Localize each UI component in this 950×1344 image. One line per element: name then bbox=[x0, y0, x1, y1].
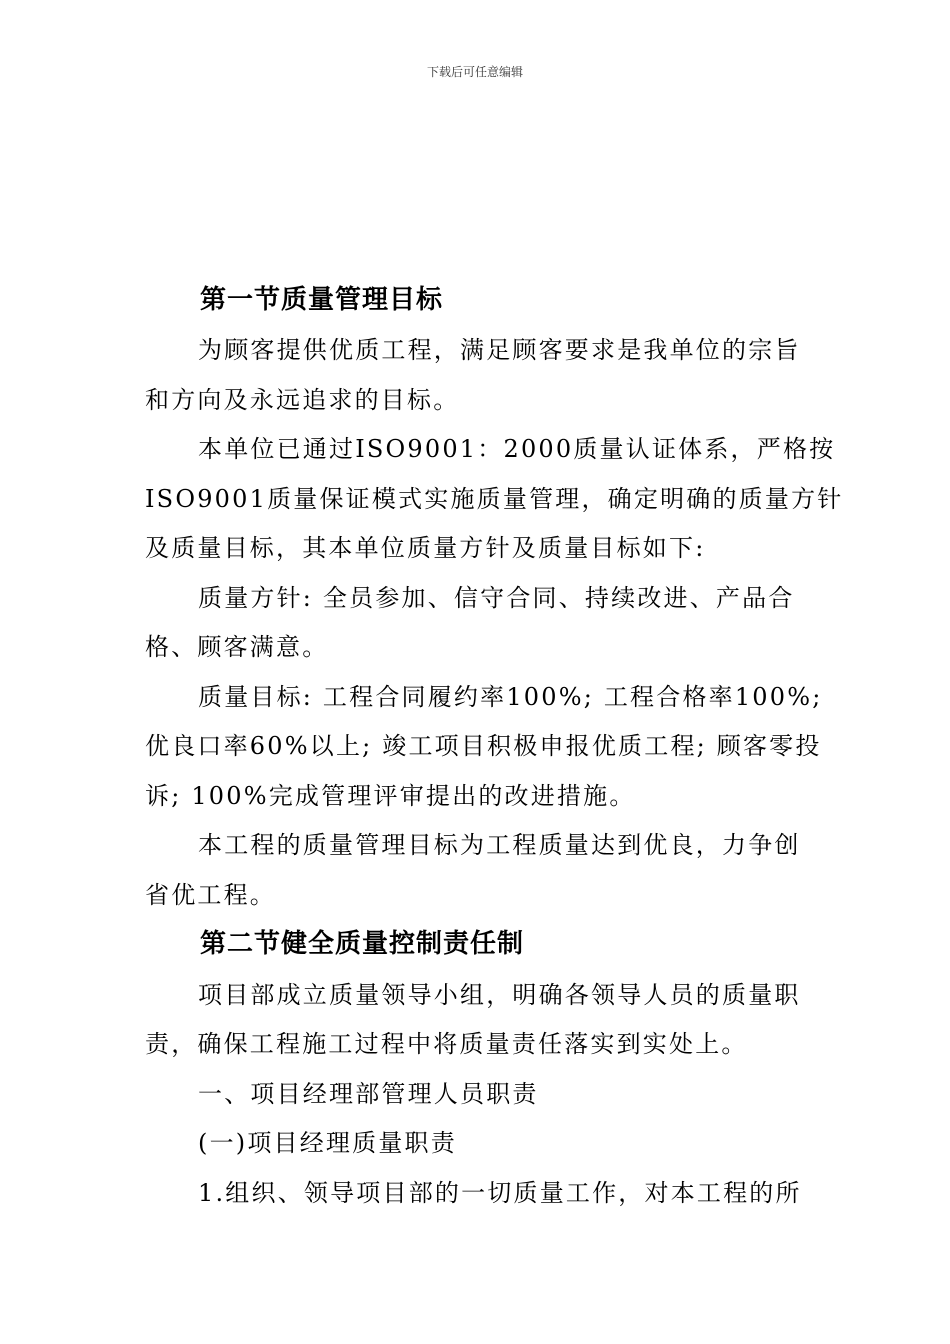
paragraph-line: 质量方针: 全员参加、信守合同、持续改进、产品合 bbox=[198, 584, 795, 612]
subheading-line: (一)项目经理质量职责 bbox=[198, 1129, 457, 1157]
paragraph-line: 项目部成立质量领导小组，明确各领导人员的质量职 bbox=[198, 981, 801, 1009]
paragraph-line: 本单位已通过ISO9001：2000质量认证体系，严格按 bbox=[198, 435, 836, 463]
paragraph-line: 及质量目标，其本单位质量方针及质量目标如下: bbox=[145, 534, 706, 562]
page-header-note: 下载后可任意编辑 bbox=[426, 65, 523, 79]
subheading-line: 一、项目经理部管理人员职责 bbox=[198, 1080, 539, 1108]
paragraph-line: 责，确保工程施工过程中将质量责任落实到实处上。 bbox=[145, 1030, 748, 1058]
paragraph-line: 本工程的质量管理目标为工程质量达到优良，力争创 bbox=[198, 831, 801, 859]
paragraph-line: 优良口率60%以上; 竣工项目积极申报优质工程; 顾客零投 bbox=[145, 732, 822, 760]
paragraph-line: 1.组织、领导项目部的一切质量工作，对本工程的所 bbox=[198, 1179, 802, 1207]
paragraph-line: 格、顾客满意。 bbox=[145, 633, 329, 661]
paragraph-line: ISO9001质量保证模式实施质量管理，确定明确的质量方针 bbox=[145, 485, 844, 513]
section-1-heading: 第一节质量管理目标 bbox=[200, 285, 444, 315]
paragraph-line: 为顾客提供优质工程，满足顾客要求是我单位的宗旨 bbox=[198, 336, 801, 364]
paragraph-line: 诉; 100%完成管理评审提出的改进措施。 bbox=[145, 782, 636, 810]
paragraph-line: 省优工程。 bbox=[145, 881, 276, 909]
paragraph-line: 质量目标: 工程合同履约率100%; 工程合格率100%; bbox=[198, 683, 823, 711]
paragraph-line: 和方向及永远追求的目标。 bbox=[145, 386, 460, 414]
section-2-heading: 第二节健全质量控制责任制 bbox=[200, 929, 525, 959]
